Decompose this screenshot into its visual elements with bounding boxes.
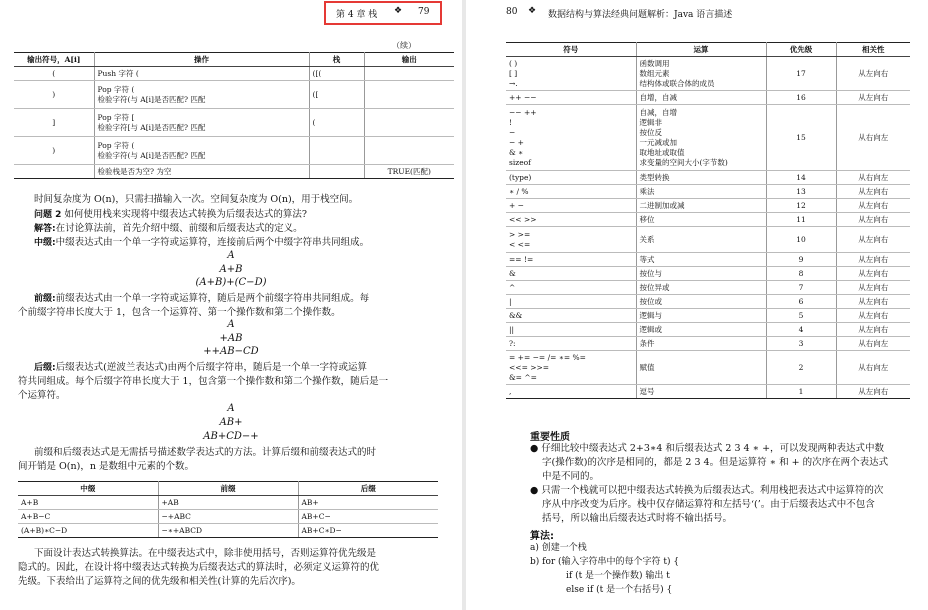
chapter-title: 第 4 章 栈 — [336, 10, 378, 20]
table-cell: 16 — [766, 91, 836, 105]
question-label: 问题 2 — [34, 210, 62, 220]
table-cell: 等式 — [636, 253, 766, 267]
table-cell: AB+C∗D− — [298, 524, 438, 538]
left-page — [0, 0, 462, 610]
algorithm-step-b2: else if (t 是一个右括号) { — [566, 585, 673, 595]
col-header: 中缀 — [18, 482, 158, 496]
prefix-text-cont: 个前缀字符串长度大于 1，包含一个运算符、第一个操作数和第二个操作数。 — [18, 307, 341, 318]
table-cell: 自增，自减 — [636, 91, 766, 105]
table-cell — [309, 137, 364, 165]
bullet-1-cont: 字(操作数)的次序是相同的，都是 2 3 4。但是运算符 ∗ 和 + 的次序在两个表达式 — [542, 457, 889, 468]
table-row — [506, 57, 910, 91]
table-cell: 9 — [766, 253, 836, 267]
postfix-text: 后缀表达式(逆波兰表达式)由两个后缀字符串，随后是一个单一字符或运算 — [55, 362, 368, 373]
col-header: 输出符号，A[i] — [14, 53, 94, 67]
table-cell: ) — [14, 81, 94, 109]
solution-label: 解答: — [34, 224, 56, 234]
table-row — [506, 253, 910, 267]
table-cell: 13 — [766, 185, 836, 199]
table-cell: << >> — [506, 213, 636, 227]
table-cell: | — [506, 295, 636, 309]
table-cell: ( — [14, 67, 94, 81]
table-cell: 从左向右 — [836, 57, 910, 91]
table-cell: 15 — [766, 105, 836, 171]
col-header: 输出 — [364, 53, 454, 67]
table-row — [506, 385, 910, 399]
table-cell — [364, 137, 454, 165]
table-cell: 类型转换 — [636, 171, 766, 185]
question-text: 如何使用栈来实现将中缀表达式转换为后缀表达式的算法? — [61, 209, 308, 220]
table-cell: −− ++ ! − − + & ∗ sizeof — [506, 105, 636, 171]
table-cell — [309, 165, 364, 179]
postfix-text-cont2: 个运算符。 — [18, 390, 66, 401]
table-continued-label: （续） — [392, 41, 416, 50]
table-cell: = += −= /= ∗= %= <<= >>= &= ^= — [506, 351, 636, 385]
table-cell: 逻辑与 — [636, 309, 766, 323]
bullet-2-cont2: 括号，所以输出后缀表达式时将不输出括号。 — [542, 513, 733, 524]
table-cell: + − — [506, 199, 636, 213]
table-cell: 14 — [766, 171, 836, 185]
bullet-1-text: 仔细比较中缀表达式 2+3∗4 和后缀表达式 2 3 4 ∗ +，可以发现两种表达式中数 — [541, 443, 885, 454]
col-header: 相关性 — [836, 43, 910, 57]
table-cell: 从左向右 — [836, 253, 910, 267]
table-cell: Pop 字符 ( 检验字符(与 A[i]是否匹配? 匹配 — [94, 81, 309, 109]
table-row — [506, 309, 910, 323]
infix-example-1: A — [227, 250, 235, 261]
table-cell: 从左向右 — [836, 199, 910, 213]
prefix-example-1: A — [227, 319, 235, 330]
table-row — [506, 227, 910, 253]
infix-text: 中缀表达式由一个单一字符或运算符，连接前后两个中缀字符串共同组成。 — [55, 237, 370, 248]
table-cell: 4 — [766, 323, 836, 337]
algorithm-step-b1: if (t 是一个操作数) 输出 t — [566, 571, 670, 581]
table-cell: ([ — [309, 81, 364, 109]
postfix-example-3: AB+CD−+ — [203, 431, 259, 442]
table-cell: 条件 — [636, 337, 766, 351]
table-cell: 二进制加或减 — [636, 199, 766, 213]
table-row — [506, 213, 910, 227]
table-cell: 17 — [766, 57, 836, 91]
table-cell — [14, 165, 94, 179]
table-cell: 乘法 — [636, 185, 766, 199]
table-cell: && — [506, 309, 636, 323]
table-cell: ( ) [ ] →. — [506, 57, 636, 91]
bullet-2-cont: 序从中序改变为后序。栈中仅存储运算符和左括号‘(’。由于后缀表达式中不包含 — [542, 499, 875, 510]
table-cell: 移位 — [636, 213, 766, 227]
complexity-text: 时间复杂度为 O(n)，只需扫描输入一次。空间复杂度为 O(n)，用于栈空间。 — [34, 194, 359, 205]
table-cell: 按位或 — [636, 295, 766, 309]
infix-example-3: (A+B)+(C−D) — [195, 277, 267, 288]
bullet-1: ● 仔细比较中缀表达式 2+3∗4 和后缀表达式 2 3 4 ∗ +，可以发现两种表达式中数 — [530, 443, 885, 454]
operator-precedence-table — [506, 42, 910, 399]
prefix-label: 前缀: — [34, 294, 56, 304]
table-row — [18, 510, 438, 524]
bullet-1-cont2: 中是不同的。 — [542, 471, 600, 482]
table-cell: ] — [14, 109, 94, 137]
table-cell: 从左向右 — [836, 267, 910, 281]
table-cell: ∗ / % — [506, 185, 636, 199]
book-title: 数据结构与算法经典问题解析：Java 语言描述 — [548, 10, 733, 20]
table-cell: 从左向右 — [836, 385, 910, 399]
solution-line — [34, 222, 303, 236]
table-cell: 从左向右 — [836, 281, 910, 295]
table-cell: 从左向右 — [836, 309, 910, 323]
table-cell: 按位异或 — [636, 281, 766, 295]
bullet-2-text: 只需一个栈就可以把中缀表达式转换为后缀表达式。利用栈把表达式中运算符的次 — [541, 485, 884, 496]
right-page — [466, 0, 928, 610]
table-cell: 2 — [766, 351, 836, 385]
table-cell — [364, 81, 454, 109]
table-row — [506, 91, 910, 105]
infix-definition — [34, 236, 369, 250]
page-number-left: 79 — [418, 7, 430, 17]
col-header: 优先级 — [766, 43, 836, 57]
table-row — [506, 295, 910, 309]
postfix-definition — [34, 361, 367, 375]
table-cell: 从右向左 — [836, 337, 910, 351]
table-cell: 8 — [766, 267, 836, 281]
table-row — [506, 185, 910, 199]
table-row — [18, 524, 438, 538]
table-cell: & — [506, 267, 636, 281]
table-cell: 检验栈是否为空? 为空 — [94, 165, 309, 179]
col-header: 符号 — [506, 43, 636, 57]
diamond-ornament-icon: ❖ — [394, 6, 403, 16]
design-text-cont2: 先级。下表给出了运算符之间的优先级和相关性(计算的先后次序)。 — [18, 576, 301, 587]
table-cell: 从左向右 — [836, 213, 910, 227]
table-cell: > >= < <= — [506, 227, 636, 253]
col-header: 运算 — [636, 43, 766, 57]
table-cell: Pop 字符 ( 检验字符(与 A[i]是否匹配? 匹配 — [94, 137, 309, 165]
table-cell — [364, 67, 454, 81]
page-number-right: 80 — [506, 7, 518, 17]
bracket-match-table — [14, 52, 454, 179]
table-cell: 从左向右 — [836, 323, 910, 337]
table-row — [506, 199, 910, 213]
table-row — [18, 496, 438, 510]
table-cell: ^ — [506, 281, 636, 295]
table-cell: 3 — [766, 337, 836, 351]
table-cell: (type) — [506, 171, 636, 185]
table-cell — [364, 109, 454, 137]
table-row — [506, 337, 910, 351]
table-cell: Pop 字符 [ 检验字符[与 A[i]是否匹配? 匹配 — [94, 109, 309, 137]
postfix-label: 后缀: — [34, 363, 56, 373]
table-row — [506, 267, 910, 281]
prefix-text: 前缀表达式由一个单一字符或运算符，随后是两个前缀字符串共同组成。每 — [55, 293, 370, 304]
table-cell: 从右向左 — [836, 105, 910, 171]
table-cell: 从左向右 — [836, 91, 910, 105]
prefix-definition — [34, 292, 369, 306]
table-cell: 5 — [766, 309, 836, 323]
algorithm-step-b: b) for (输入字符串中的每个字符 t) { — [530, 557, 680, 567]
table-cell: 12 — [766, 199, 836, 213]
table-cell: (A+B)∗C−D — [18, 524, 158, 538]
table-cell: 10 — [766, 227, 836, 253]
table-row — [506, 351, 910, 385]
table-cell: 函数调用 数组元素 结构体或联合体的成员 — [636, 57, 766, 91]
table-row — [14, 67, 454, 81]
bullet-2: ● 只需一个栈就可以把中缀表达式转换为后缀表达式。利用栈把表达式中运算符的次 — [530, 485, 884, 496]
question-2 — [34, 208, 307, 222]
table-cell: A+B — [18, 496, 158, 510]
table-cell: 赋值 — [636, 351, 766, 385]
col-header: 操作 — [94, 53, 309, 67]
table-cell: +AB — [158, 496, 298, 510]
table-cell: AB+C− — [298, 510, 438, 524]
table-cell: −∗+ABCD — [158, 524, 298, 538]
table-cell: ([( — [309, 67, 364, 81]
table-cell: == != — [506, 253, 636, 267]
table-row — [14, 81, 454, 109]
table-cell: AB+ — [298, 496, 438, 510]
table-cell: 关系 — [636, 227, 766, 253]
table-cell: ++ −− — [506, 91, 636, 105]
solution-text: 在讨论算法前，首先介绍中缀、前缀和后缀表达式的定义。 — [55, 223, 303, 234]
notation-text-cont: 间开销是 O(n)，n 是数组中元素的个数。 — [18, 461, 194, 472]
table-cell: 7 — [766, 281, 836, 295]
design-text-cont: 隐式的。因此，在设计将中缀表达式转换为后缀表达式的算法时，必须定义运算符的优 — [18, 562, 380, 573]
important-properties-title: 重要性质 — [530, 432, 570, 443]
algorithm-step-a: a) 创建一个栈 — [530, 543, 587, 553]
table-cell: 自减，自增 逻辑非 按位反 一元减或加 取地址或取值 求变量的空间大小(字节数) — [636, 105, 766, 171]
table-cell: Push 字符 ( — [94, 67, 309, 81]
table-cell: TRUE(匹配) — [364, 165, 454, 179]
table-cell: 1 — [766, 385, 836, 399]
prefix-example-3: ++AB−CD — [203, 346, 259, 357]
prefix-example-2: +AB — [219, 333, 243, 344]
table-cell: ) — [14, 137, 94, 165]
table-cell: 从右向左 — [836, 171, 910, 185]
notation-example-table — [18, 481, 438, 538]
infix-label: 中缀: — [34, 238, 56, 248]
table-row — [14, 109, 454, 137]
table-cell: −+ABC — [158, 510, 298, 524]
table-cell: ( — [309, 109, 364, 137]
postfix-example-1: A — [227, 403, 235, 414]
col-header: 栈 — [309, 53, 364, 67]
table-row — [506, 281, 910, 295]
table-cell: ?: — [506, 337, 636, 351]
col-header: 后缀 — [298, 482, 438, 496]
table-cell: , — [506, 385, 636, 399]
table-row — [14, 137, 454, 165]
notation-text: 前缀和后缀表达式是无需括号描述数学表达式的方法。计算后缀和前缀表达式的时 — [34, 447, 377, 458]
table-cell: 从左向右 — [836, 185, 910, 199]
table-cell: 按位与 — [636, 267, 766, 281]
table-cell: 逻辑或 — [636, 323, 766, 337]
table-cell: 从左向右 — [836, 295, 910, 309]
table-cell: || — [506, 323, 636, 337]
table-cell: 6 — [766, 295, 836, 309]
table-row — [14, 165, 454, 179]
table-row — [506, 171, 910, 185]
postfix-example-2: AB+ — [219, 417, 243, 428]
table-row — [506, 323, 910, 337]
table-cell: A+B−C — [18, 510, 158, 524]
infix-example-2: A+B — [219, 264, 243, 275]
table-cell: 11 — [766, 213, 836, 227]
table-cell: 逗号 — [636, 385, 766, 399]
table-row — [506, 105, 910, 171]
table-cell: 从右向左 — [836, 351, 910, 385]
postfix-text-cont: 符共同组成。每个后缀字符串长度大于 1，包含第一个操作数和第二个操作数，随后是一 — [18, 376, 389, 387]
diamond-ornament-icon: ❖ — [528, 6, 537, 16]
design-text: 下面设计表达式转换算法。在中缀表达式中，除非使用括号，否则运算符优先级是 — [34, 548, 377, 559]
table-cell: 从左向右 — [836, 227, 910, 253]
algorithm-title: 算法: — [530, 531, 554, 542]
col-header: 前缀 — [158, 482, 298, 496]
